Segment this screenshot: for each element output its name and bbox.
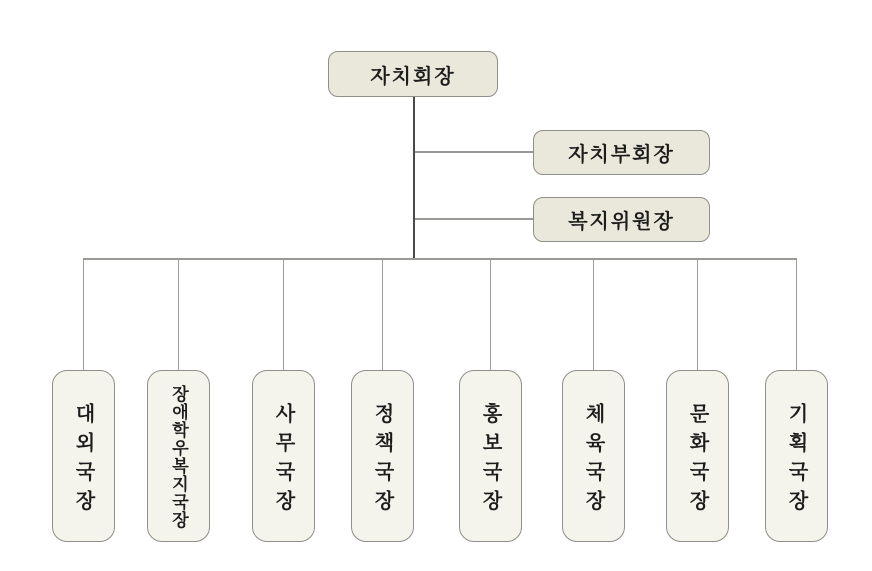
dept-drop-connector	[382, 260, 383, 371]
dept-label: 홍보국장	[479, 402, 501, 519]
dept-drop-connector	[490, 260, 491, 371]
dept-box-policy	[351, 370, 414, 542]
dept-box-secretariat	[252, 370, 315, 542]
dept-box-external-affairs	[52, 370, 115, 542]
chairman-box	[328, 51, 498, 97]
dept-label: 사무국장	[272, 402, 294, 519]
dept-drop-connector	[697, 260, 698, 371]
welfare-committee-chair-box	[533, 197, 710, 242]
dept-box-sports	[562, 370, 625, 542]
dept-label: 장애학우복지국장	[169, 384, 188, 529]
departments-bus-connector	[83, 258, 797, 260]
dept-drop-connector	[283, 260, 284, 371]
dept-label: 정책국장	[371, 402, 393, 519]
welfare-chair-branch-connector	[415, 218, 533, 220]
dept-label: 체육국장	[582, 402, 604, 519]
dept-drop-connector	[796, 260, 797, 371]
vice-chairman-box	[533, 130, 710, 175]
welfare-committee-chair-label: 복지위원장	[568, 211, 675, 233]
trunk-connector	[413, 97, 415, 260]
dept-box-disabled-students-welfare	[147, 370, 210, 542]
dept-box-planning	[765, 370, 828, 542]
dept-label: 대외국장	[72, 402, 94, 519]
vice-chairman-label: 자치부회장	[568, 144, 675, 166]
vice-chair-branch-connector	[415, 151, 533, 153]
dept-box-culture	[666, 370, 729, 542]
dept-drop-connector	[83, 260, 84, 371]
dept-label: 문화국장	[686, 402, 708, 519]
dept-box-public-relations	[459, 370, 522, 542]
dept-label: 기획국장	[785, 402, 807, 519]
dept-drop-connector	[178, 260, 179, 371]
dept-drop-connector	[593, 260, 594, 371]
chairman-label: 자치회장	[370, 65, 456, 88]
